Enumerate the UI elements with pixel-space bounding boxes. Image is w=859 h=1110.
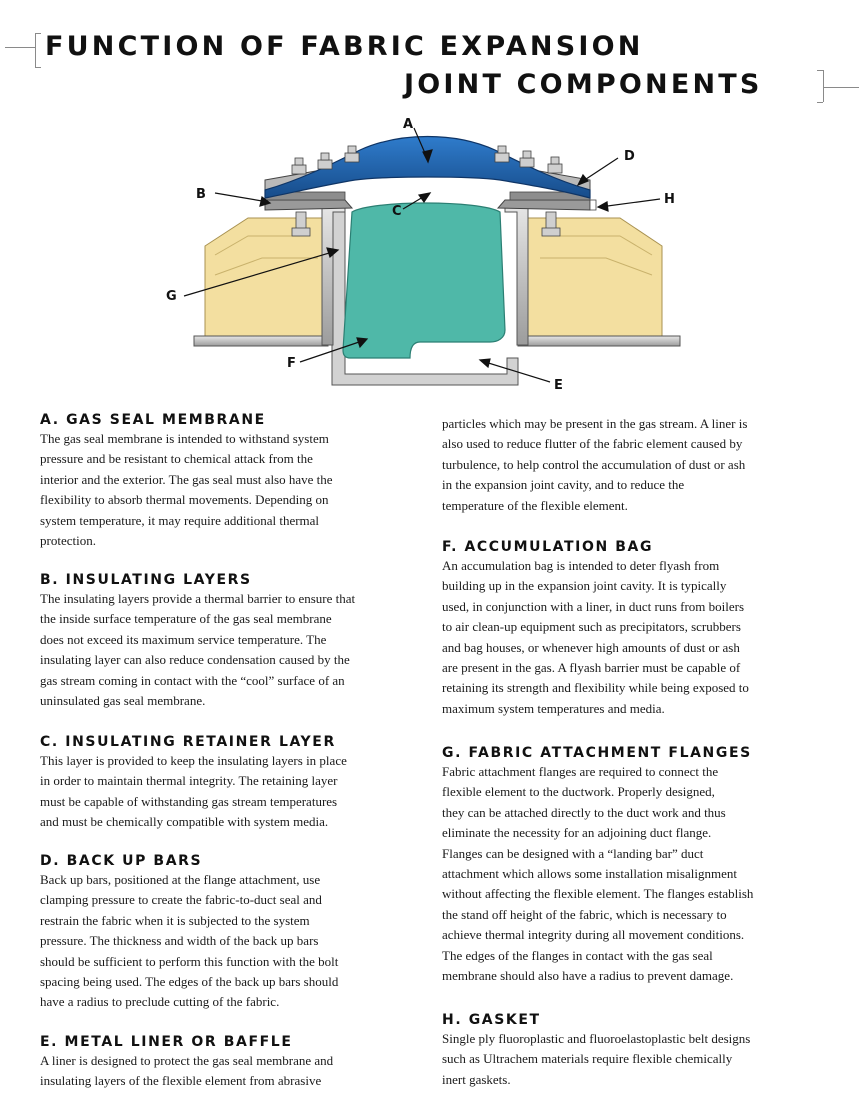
section-h-heading: H. GASKET: [442, 1012, 541, 1028]
gas-seal-membrane: [265, 137, 590, 199]
section-d-body: Back up bars, positioned at the flange attachment, use clamping pressure to create the fabric-to-duct seal and restrain the fabric when it is subjected to the system pressure. The thickness and width of the back up bars should be sufficient to perform this function with the bolt spacing being used. The edges of the back up bars should have a radius to preclude cutting of the fabric.: [40, 872, 339, 1010]
section-c-heading: C. INSULATING RETAINER LAYER: [40, 734, 336, 750]
section-f-body: An accumulation bag is intended to deter flyash from building up in the expansion joint cavity. It is typically used, in conjunction with a liner, in duct runs from boilers to air clean-up equipment such as precipitators, scrubbers and bag houses, or whenever high amounts of dust or ash are present in the gas. A flyash barrier must be capable of retaining its strength and flexibility while being exposed to maximum system temperatures and media.: [442, 558, 749, 716]
duct-plate-left: [194, 336, 328, 346]
diagram-label-g: G: [166, 289, 177, 304]
section-b: [40, 572, 425, 711]
section-a: [40, 412, 425, 551]
section-e-body: A liner is designed to protect the gas seal membrane and insulating layers of the flexible element from abrasive: [40, 1053, 334, 1089]
section-e-body-continued: particles which may be present in the gas stream. A liner is also used to reduce flutter of the fabric element caused by turbulence, to help control the accumulation of dust or ash in the expansion joint cavity, and to reduce the temperature of the flexible element.: [442, 416, 748, 513]
page-title-line-2: JOINT COMPONENTS: [404, 69, 763, 100]
title-rule-left: [5, 47, 35, 48]
diagram-label-a: A: [403, 117, 414, 132]
section-g-heading: G. FABRIC ATTACHMENT FLANGES: [442, 745, 752, 761]
retainer-layer: [343, 203, 505, 358]
section-a-heading: A. GAS SEAL MEMBRANE: [40, 412, 266, 428]
section-f-heading: F. ACCUMULATION BAG: [442, 539, 654, 555]
section-h-body: Single ply fluoroplastic and fluoroelastoplastic belt designs such as Ultrachem materials require flexible chemically inert gaskets.: [442, 1031, 751, 1087]
section-f: [442, 539, 827, 719]
title-bracket-right: [823, 70, 824, 102]
gasket-left: [265, 200, 352, 210]
section-g-body: Fabric attachment flanges are required to connect the flexible element to the ductwork. Properly designed, they can be attached directly to the duct work and thus eliminate the necessity for an adjoining duct flange. Flanges can be designed with a “landing bar” duct attachment which allows some installation misalignment without affecting the flexible element. The flanges establish the stand off height of the fabric, which is necessary to achieve thermal integrity during all movement conditions. The edges of the flanges in contact with the gas seal membrane should also have a radius to prevent damage.: [442, 764, 754, 984]
diagram-label-e: E: [554, 378, 563, 393]
expansion-joint-diagram: [150, 112, 710, 402]
section-d-heading: D. BACK UP BARS: [40, 853, 203, 869]
section-d: [40, 853, 425, 1013]
section-c: [40, 734, 425, 833]
section-a-body: The gas seal membrane is intended to withstand system pressure and be resistant to chemical attack from the interior and the exterior. The gas seal must also have the flexibility to absorb thermal movements. Depending on system temperature, it may require additional thermal protection.: [40, 431, 333, 549]
section-b-body: The insulating layers provide a thermal barrier to ensure that the inside surface temperature of the gas seal membrane does not exceed its maximum service temperature. The insulating layer can also reduce condensation caused by the gas stream coming in contact with the “cool” surface of an uninsulated gas seal membrane.: [40, 591, 356, 709]
section-e-heading: E. METAL LINER OR BAFFLE: [40, 1034, 293, 1050]
diagram-label-b: B: [196, 187, 206, 202]
section-c-body: This layer is provided to keep the insulating layers in place in order to maintain thermal integrity. The retaining layer must be capable of withstanding gas stream temperatures and must be chemically compatible with system media.: [40, 753, 347, 830]
diagram-label-d: D: [624, 149, 635, 164]
title-rule-right: [823, 87, 859, 88]
diagram-label-c: C: [392, 204, 402, 219]
attachment-flange-right: [505, 206, 528, 345]
title-bracket-left: [35, 33, 36, 67]
title-bracket-left-top: [35, 33, 41, 34]
page-title-line-1: FUNCTION OF FABRIC EXPANSION: [45, 31, 644, 62]
gasket-right: [498, 200, 590, 210]
diagram-label-f: F: [287, 356, 296, 371]
section-b-heading: B. INSULATING LAYERS: [40, 572, 252, 588]
section-e: [40, 1034, 425, 1092]
diagram-label-h: H: [664, 192, 675, 207]
section-e-continued: [442, 414, 827, 516]
title-bracket-right-bottom: [817, 102, 823, 103]
title-bracket-left-bottom: [35, 67, 41, 68]
section-h: [442, 1012, 827, 1090]
section-g: [442, 745, 827, 986]
title-bracket-right-top: [817, 70, 823, 71]
duct-plate-right: [518, 336, 680, 346]
